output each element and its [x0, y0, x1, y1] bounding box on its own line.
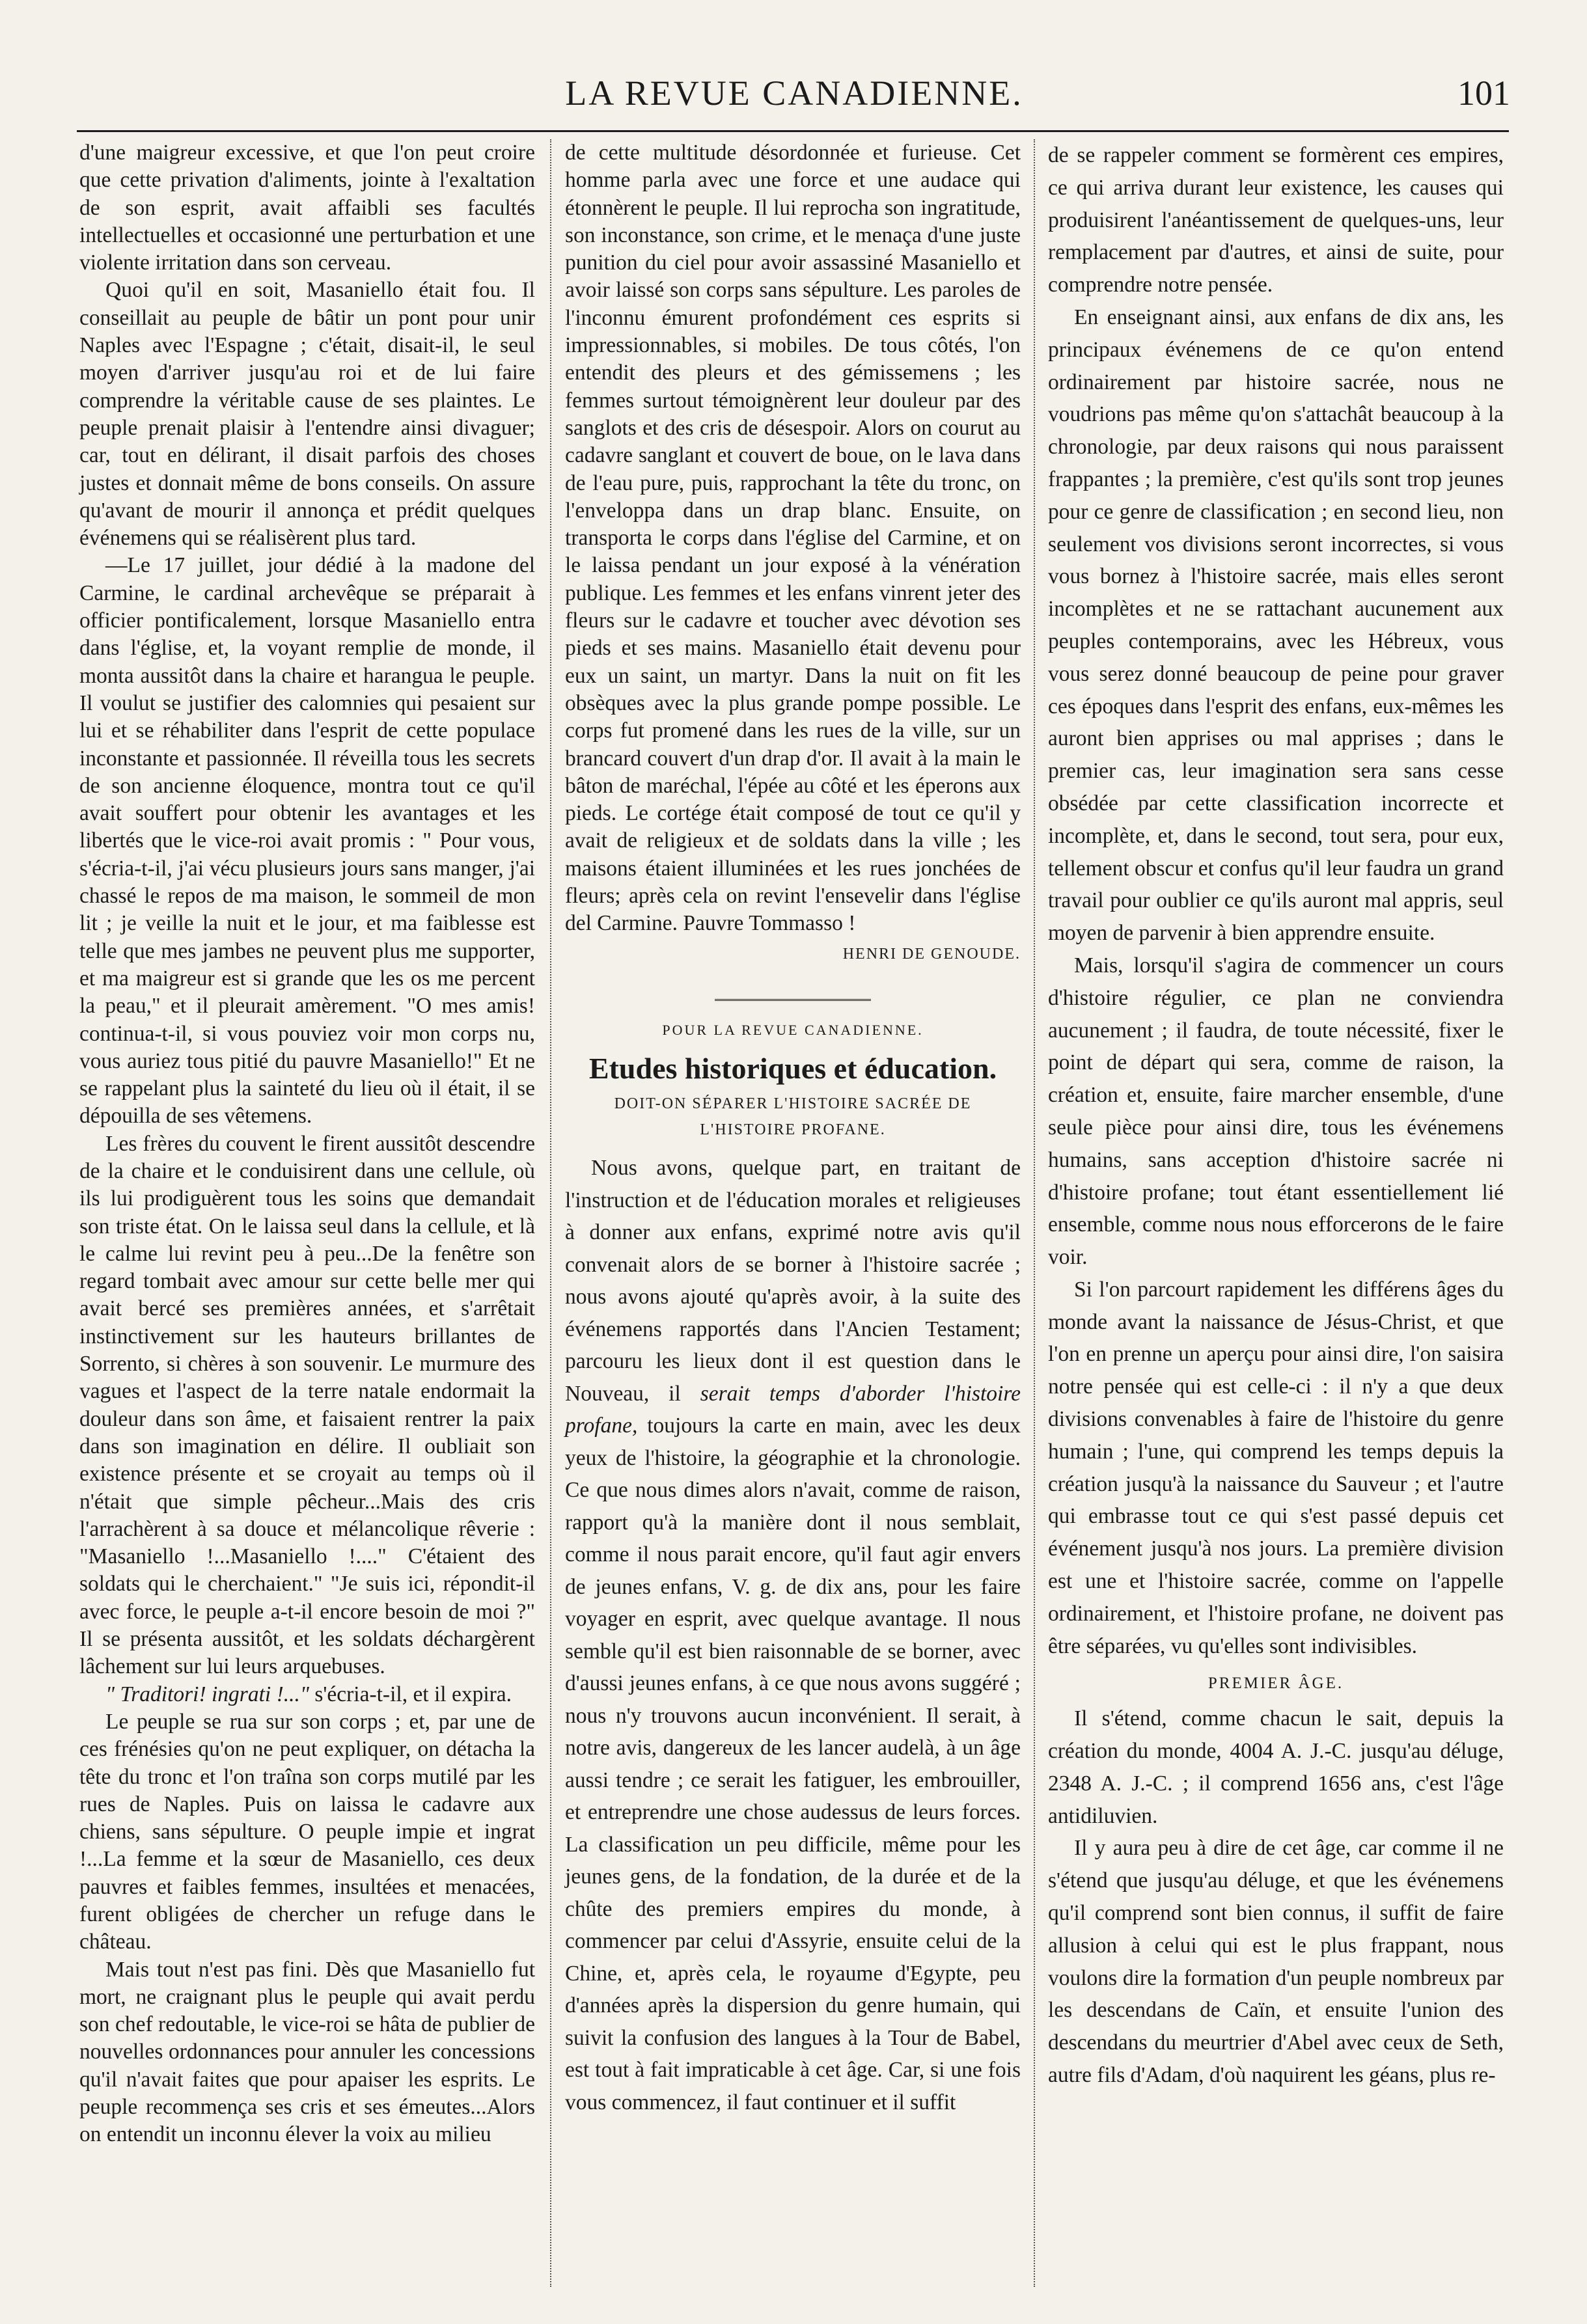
article-title: Etudes historiques et éducation.: [588, 1052, 997, 1086]
paragraph: —Le 17 juillet, jour dédié à la madone del Carmine, le cardinal archevêque se préparait à officier pontificalement, lorsque Masaniello entra dans l'église, et, la voyant remplie de monde, il monta aussitôt dans la chaire et harangua le peuple. Il voulut se justifier des calomnies qui pesaient sur lui et se réhabiliter dans l'esprit de cette populace inconstante et passionnée. Il réveilla tous les secrets de son ancienne éloquence, montra tout ce qu'il avait souffert pour obtenir les avantages et les libertés que le vice-roi avait promis : " Pour vous, s'écria-t-il, j'ai vécu plusieurs jours sans manger, j'ai chassé le repos de ma maison, le sommeil de mon lit ; je veille la nuit et le jour, et ma faiblesse est telle que mes jambes ne peuvent plus me supporter, et ma maigreur est si grande que les os me percent la peau," et il pleurait amèrement. "O mes amis! continua-t-il, si vous pouviez voir mon corps nu, vous auriez tous pitié du pauvre Masaniello!" Et ne se rappelant plus la sainteté du lieu où il était, il se dépouilla de ses vêtemens.: [79, 553, 535, 1128]
column-1: [79, 139, 535, 2149]
page-number: 101: [1457, 74, 1510, 113]
paragraph: de se rappeler comment se formèrent ces empires, ce qui arriva durant leur existence, les causes qui produisirent l'anéantissement de quelques-uns, leur remplacement par d'autres, et ainsi de suite, pour comprendre notre pensée.: [1048, 143, 1504, 297]
author-signature: HENRI DE GENOUDE.: [842, 945, 1021, 963]
column-divider-1: [550, 139, 551, 2287]
text-span: toujours la carte en main, avec les deux yeux de l'histoire, la géographie et la chronologie. Ce que nous dimes alors n'avait, comme de raison, rapport qu'à la manière dont il nous semblait, comme il nous parait encore, qu'il faut agir envers de jeunes enfans, V. g. de dix ans, pour les faire voyager en esprit, avec quelque avantage. Il nous semble qu'il est bien raisonnable de se borner, avec d'aussi jeunes enfans, à ce que nous avons suggéré ; nous n'y trouvons aucun inconvénient. Il serait, à notre avis, dangereux de les lancer audelà, à un âge aussi tendre ; ce serait les fatiguer, les embrouiller, et entreprendre une chose audessus de leurs forces. La classification un peu difficile, même pour les jeunes gens, de la fondation, de la durée et de la chûte des premiers empires du monde, à commencer par celui d'Assyrie, ensuite celui de la Chine, et, après cela, le royaume d'Egypte, peu d'années après la dispersion du genre humain, qui suivit la confusion des langues à la Tour de Babel, est tout à fait impraticable à cet âge. Car, si une fois vous commencez, il faut continuer et il suffit: [565, 1414, 1021, 2114]
paragraph: Mais tout n'est pas fini. Dès que Masaniello fut mort, ne craignant plus le peuple qui avait perdu son chef redoutable, le vice-roi se hâta de publier de nouvelles ordonnances pour annuler les concessions qu'il n'avait faites que pour apaiser les esprits. Le peuple recommença ses cris et ses émeutes...Alors on entendit un inconnu élever la voix au milieu: [79, 1957, 535, 2147]
paragraph: [79, 1681, 535, 1708]
column-3: [1048, 139, 1504, 2092]
article-dedication: POUR LA REVUE CANADIENNE.: [662, 1021, 924, 1038]
text-span: s'écria-t-il, et il expira.: [309, 1682, 512, 1706]
italic-quote: " Traditori! ingrati !...": [105, 1682, 309, 1706]
italic-phrase: serait temps d'aborder l'histoire profane,: [565, 1381, 1021, 1438]
paragraph: Le peuple se rua sur son corps ; et, par une de ces frénésies qu'on ne peut expliquer, on détacha la tête du tronc et l'on traîna son corps mutilé par les rues de Naples. Puis on laissa le cadavre aux chiens, sans sépulture. O peuple impie et ingrat !...La femme et la sœur de Masaniello, ces deux pauvres et faibles femmes, insultées et menacées, furent obligées de chercher un refuge dans le château.: [79, 1709, 535, 1954]
article-subtitle: DOIT-ON SÉPARER L'HISTOIRE SACRÉE DE L'HISTOIRE PROFANE.: [614, 1095, 972, 1139]
paragraph: Quoi qu'il en soit, Masaniello était fou. Il conseillait au peuple de bâtir un pont pour unir Naples avec l'Espagne ; c'était, disait-il, le seul moyen d'arriver jusqu'au roi et de lui faire comprendre la véritable cause de ses plaintes. Le peuple prenait plaisir à l'entendre ainsi divaguer; car, tout en délirant, il disait parfois des choses justes et donnait même de bons conseils. On assure qu'avant de mourir il annonça et prédit quelques événemens qui se réalisèrent plus tard.: [79, 278, 535, 551]
article-body: [565, 1152, 1021, 2118]
column-divider-2: [1034, 139, 1035, 2287]
section-heading: PREMIER ÂGE.: [1208, 1675, 1344, 1693]
header-rule: [77, 130, 1509, 132]
article-separator: [715, 999, 871, 1001]
paragraph: de cette multitude désordonnée et furieuse. Cet homme parla avec une force et une audace qui étonnèrent le peuple. Il lui reprocha son ingratitude, son inconstance, son crime, et le menaça d'une juste punition du ciel pour avoir assassiné Masaniello et avoir laissé son corps sans sépulture. Les paroles de l'inconnu émurent profondément ces esprits si impressionnables, si mobiles. De tous côtés, l'on entendit des pleurs et des gémissemens ; les femmes surtout témoignèrent leur douleur par des sanglots et des cris de désespoir. Alors on courut au cadavre sanglant et couvert de boue, on le lava dans de l'eau pure, puis, rapprochant la tête du tronc, on l'enveloppa dans un drap blanc. Ensuite, on transporta le corps dans l'église del Carmine, et on le laissa pendant un jour exposé à la vénération publique. Les femmes et les enfans vinrent jeter des fleurs sur le cadavre et toucher avec dévotion ses pieds et ses mains. Masaniello était devenu pour eux un saint, un martyr. Dans la nuit on fit les obsèques avec la plus grande pompe possible. Le corps fut promené dans les rues de la ville, sur un brancard couvert d'un drap d'or. Il avait à la main le bâton de maréchal, l'épée au côté et les éperons aux pieds. Le cortége était composé de tout ce qu'il y avait de religieux et de soldats dans la ville ; les maisons étaient illuminées et les rues jonchées de fleurs; après cela on revint l'ensevelir dans l'église del Carmine. Pauvre Tommasso !: [565, 141, 1021, 936]
paragraph: En enseignant ainsi, aux enfans de dix ans, les principaux événemens de ce qu'on entend ordinairement par histoire sacrée, nous ne voudrions pas même qu'on s'attachât beaucoup à la chronologie, par deux raisons qui nous paraissent frappantes ; la première, c'est qu'ils sont trop jeunes pour ce genre de classification ; en second lieu, non seulement vos divisions seront incorrectes, si vous vous bornez à l'histoire sacrée, mais elles seront incomplètes et ne se rattachant aucunement aux peuples contemporains, avec les Hébreux, vous vous serez donné beaucoup de peine pour graver ces époques dans l'esprit des enfans, eux-mêmes les auront bien apprises ou mal apprises ; dans le premier cas, leur imagination sera sans cesse obsédée par cette classification incorrecte et incomplète, et, dans le second, tout sera, pour eux, tellement obscur et confus qu'il leur faudra un grand travail pour oublier ce qu'ils auront mal appris, seul moyen de parvenir à bien apprendre ensuite.: [1048, 305, 1504, 946]
paragraph: Il s'étend, comme chacun le sait, depuis la création du monde, 4004 A. J.-C. jusqu'au déluge, 2348 A. J.-C. ; il comprend 1656 ans, c'est l'âge antidiluvien.: [1048, 1706, 1504, 1828]
journal-title: LA REVUE CANADIENNE.: [565, 74, 1023, 113]
paragraph: Les frères du couvent le firent aussitôt descendre de la chaire et le conduisirent dans une cellule, où ils lui prodiguèrent tous les soins que demandait son triste état. On le laissa seul dans la cellule, et là le calme lui revint peu à peu...De la fenêtre son regard tombait avec amour sur cette belle mer qui avait bercé ses premières années, et s'arrêtait instinctivement sur les hauteurs brillantes de Sorrento, si chères à son souvenir. Le murmure des vagues et l'aspect de la terre natale endormait la douleur dans son âme, et faisaient rentrer la paix dans son imagination en délire. Il oubliait son existence présente et se croyait au temps où il n'était que simple pêcheur...Mais des cris l'arrachèrent à sa douce et mélancolique rêverie : "Masaniello !...Masaniello !...." C'étaient des soldats qui le cherchaient." "Je suis ici, répondit-il avec force, le peuple a-t-il encore besoin de moi ?" Il se présenta aussitôt, et les soldats déchargèrent lâchement sur lui leurs arquebuses.: [79, 1131, 535, 1679]
paragraph: Mais, lorsqu'il s'agira de commencer un cours d'histoire régulier, ce plan ne conviendra aucunement ; il faudra, de toute nécessité, fixer le point de départ qui sera, comme de raison, la création et, ensuite, faire marcher ensemble, d'une seule pièce pour ainsi dire, tous les événemens humains, sans acception d'histoire sacrée ni d'histoire profane; tout étant essentiellement lié ensemble, comme nous nous efforcerons de le faire voir.: [1048, 953, 1504, 1270]
paragraph: Il y aura peu à dire de cet âge, car comme il ne s'étend que jusqu'au déluge, et que les événemens qu'il comprend sont bien connus, il suffit de faire allusion à celui qui est le plus frappant, nous voulons dire la formation d'un peuple nombreux par les descendans de Caïn, et ensuite l'union des descendans du meurtrier d'Abel avec ceux de Seth, autre fils d'Adam, d'où naquirent les géans, plus re-: [1048, 1836, 1504, 2088]
text-span: Nous avons, quelque part, en traitant de l'instruction et de l'éducation morales et religieuses à donner aux enfans, exprimé notre avis qu'il convenait alors de se borner à l'histoire sacrée ; nous avons ajouté qu'après avoir, à la suite des événemens rapportés dans l'Ancien Testament; parcouru les lieux dont il est question dans le Nouveau, il: [565, 1156, 1021, 1406]
paragraph: [565, 1152, 1021, 2118]
paragraph: d'une maigreur excessive, et que l'on peut croire que cette privation d'aliments, jointe à l'exaltation de son esprit, avait affaibli ses facultés intellectuelles et occasionné une perturbation et une violente irritation dans son cerveau.: [79, 141, 535, 275]
column-2: [565, 139, 1021, 2118]
paragraph: Si l'on parcourt rapidement les différens âges du monde avant la naissance de Jésus-Christ, et que l'on en prenne un aperçu pour ainsi dire, l'on saisira notre pensée qui est celle-ci : il n'y a que deux divisions convenables à faire de l'histoire du genre humain ; l'une, qui comprend les temps depuis la création jusqu'à la naissance du Sauveur ; et l'autre qui embrasse tout ce qui s'est passé depuis cet événement jusqu'à nos jours. La première division est une et l'histoire sacrée, comme on l'appelle ordinairement, et l'histoire profane, ne doivent pas être séparées, vu qu'elles sont indivisibles.: [1048, 1277, 1504, 1658]
page-header: [52, 73, 1536, 125]
